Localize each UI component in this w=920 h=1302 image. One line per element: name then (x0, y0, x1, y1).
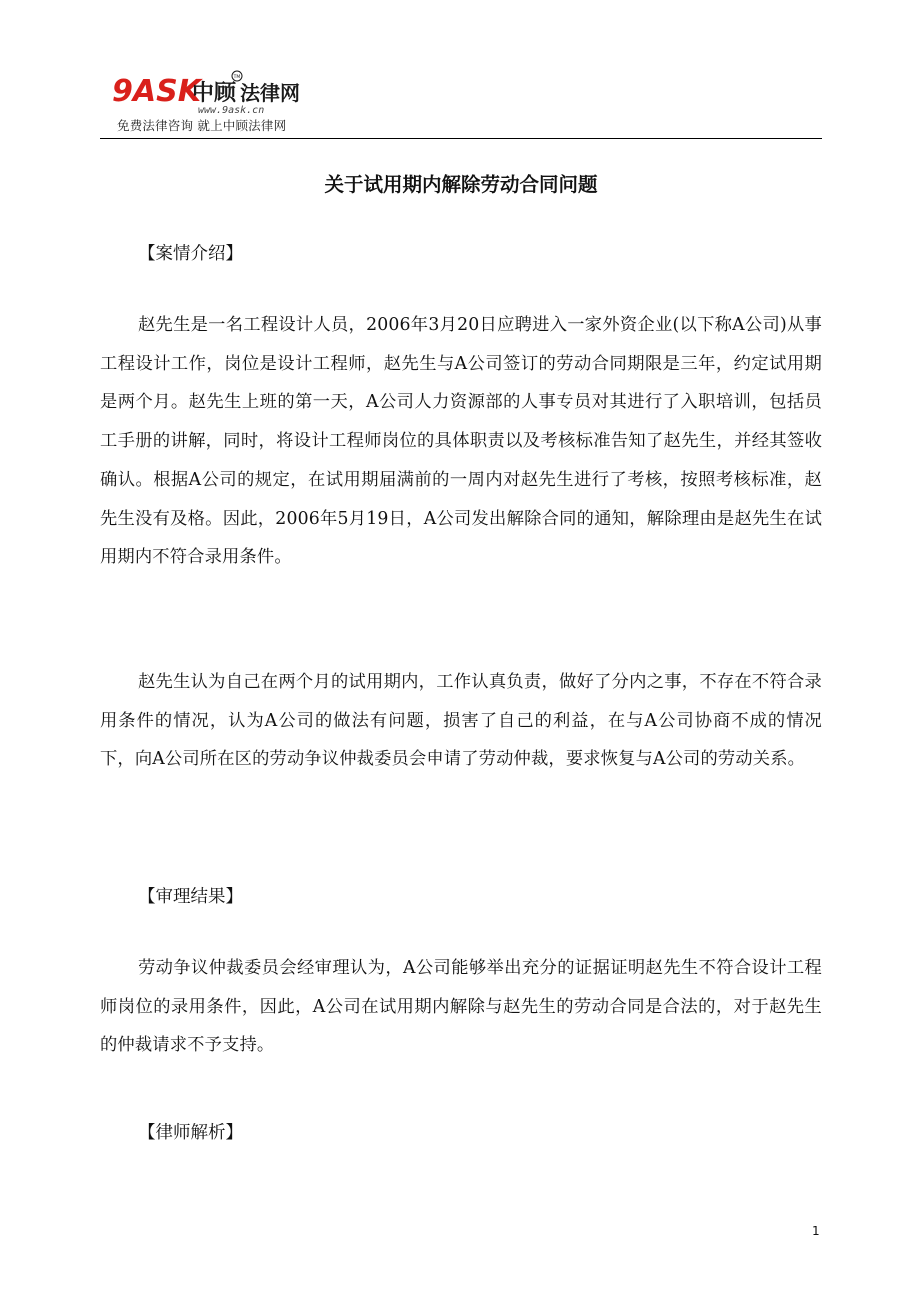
paragraph-case-intro-1: 赵先生是一名工程设计人员，2006年3月20日应聘进入一家外资企业(以下称A公司)从事工程设计工作，岗位是设计工程师，赵先生与A公司签订的劳动合同期限是三年，约定试用期是两个月。赵先生上班的第一天，A公司人力资源部的人事专员对其进行了入职培训，包括员工手册的讲解，同时，将设计工程师岗位的具体职责以及考核标准告知了赵先生，并经其签收确认。根据A公司的规定，在试用期届满前的一周内对赵先生进行了考核，按照考核标准，赵先生没有及格。因此，2006年5月19日，A公司发出解除合同的通知，解除理由是赵先生在试用期内不符合录用条件。 (100, 315, 822, 568)
site-logo (112, 68, 342, 116)
section-heading-trial-result: 【审理结果】 (138, 887, 243, 907)
document-header (100, 68, 822, 138)
logo-url: www.9ask.cn (198, 105, 265, 116)
header-divider (100, 138, 822, 139)
logo-brand-ask: 9ASK (112, 74, 201, 109)
logo-tm: TM (233, 75, 241, 80)
logo-brand-site: 法律网 (240, 81, 300, 105)
document-title: 关于试用期内解除劳动合同问题 (324, 173, 598, 196)
page-number: 1 (812, 1224, 820, 1238)
logo-brand-cn: 中顾 (192, 81, 237, 106)
section-heading-lawyer-analysis: 【律师解析】 (138, 1123, 243, 1143)
header-tagline: 免费法律咨询 就上中顾法律网 (117, 118, 287, 133)
section-heading-case-intro: 【案情介绍】 (138, 244, 243, 264)
paragraph-trial-result-1: 劳动争议仲裁委员会经审理认为，A公司能够举出充分的证据证明赵先生不符合设计工程师岗位的录用条件，因此，A公司在试用期内解除与赵先生的劳动合同是合法的，对于赵先生的仲裁请求不予支持。 (100, 958, 822, 1056)
paragraph-case-intro-2: 赵先生认为自己在两个月的试用期内，工作认真负责，做好了分内之事，不存在不符合录用条件的情况，认为A公司的做法有问题，损害了自己的利益，在与A公司协商不成的情况下，向A公司所在区的劳动争议仲裁委员会申请了劳动仲裁，要求恢复与A公司的劳动关系。 (100, 672, 822, 770)
